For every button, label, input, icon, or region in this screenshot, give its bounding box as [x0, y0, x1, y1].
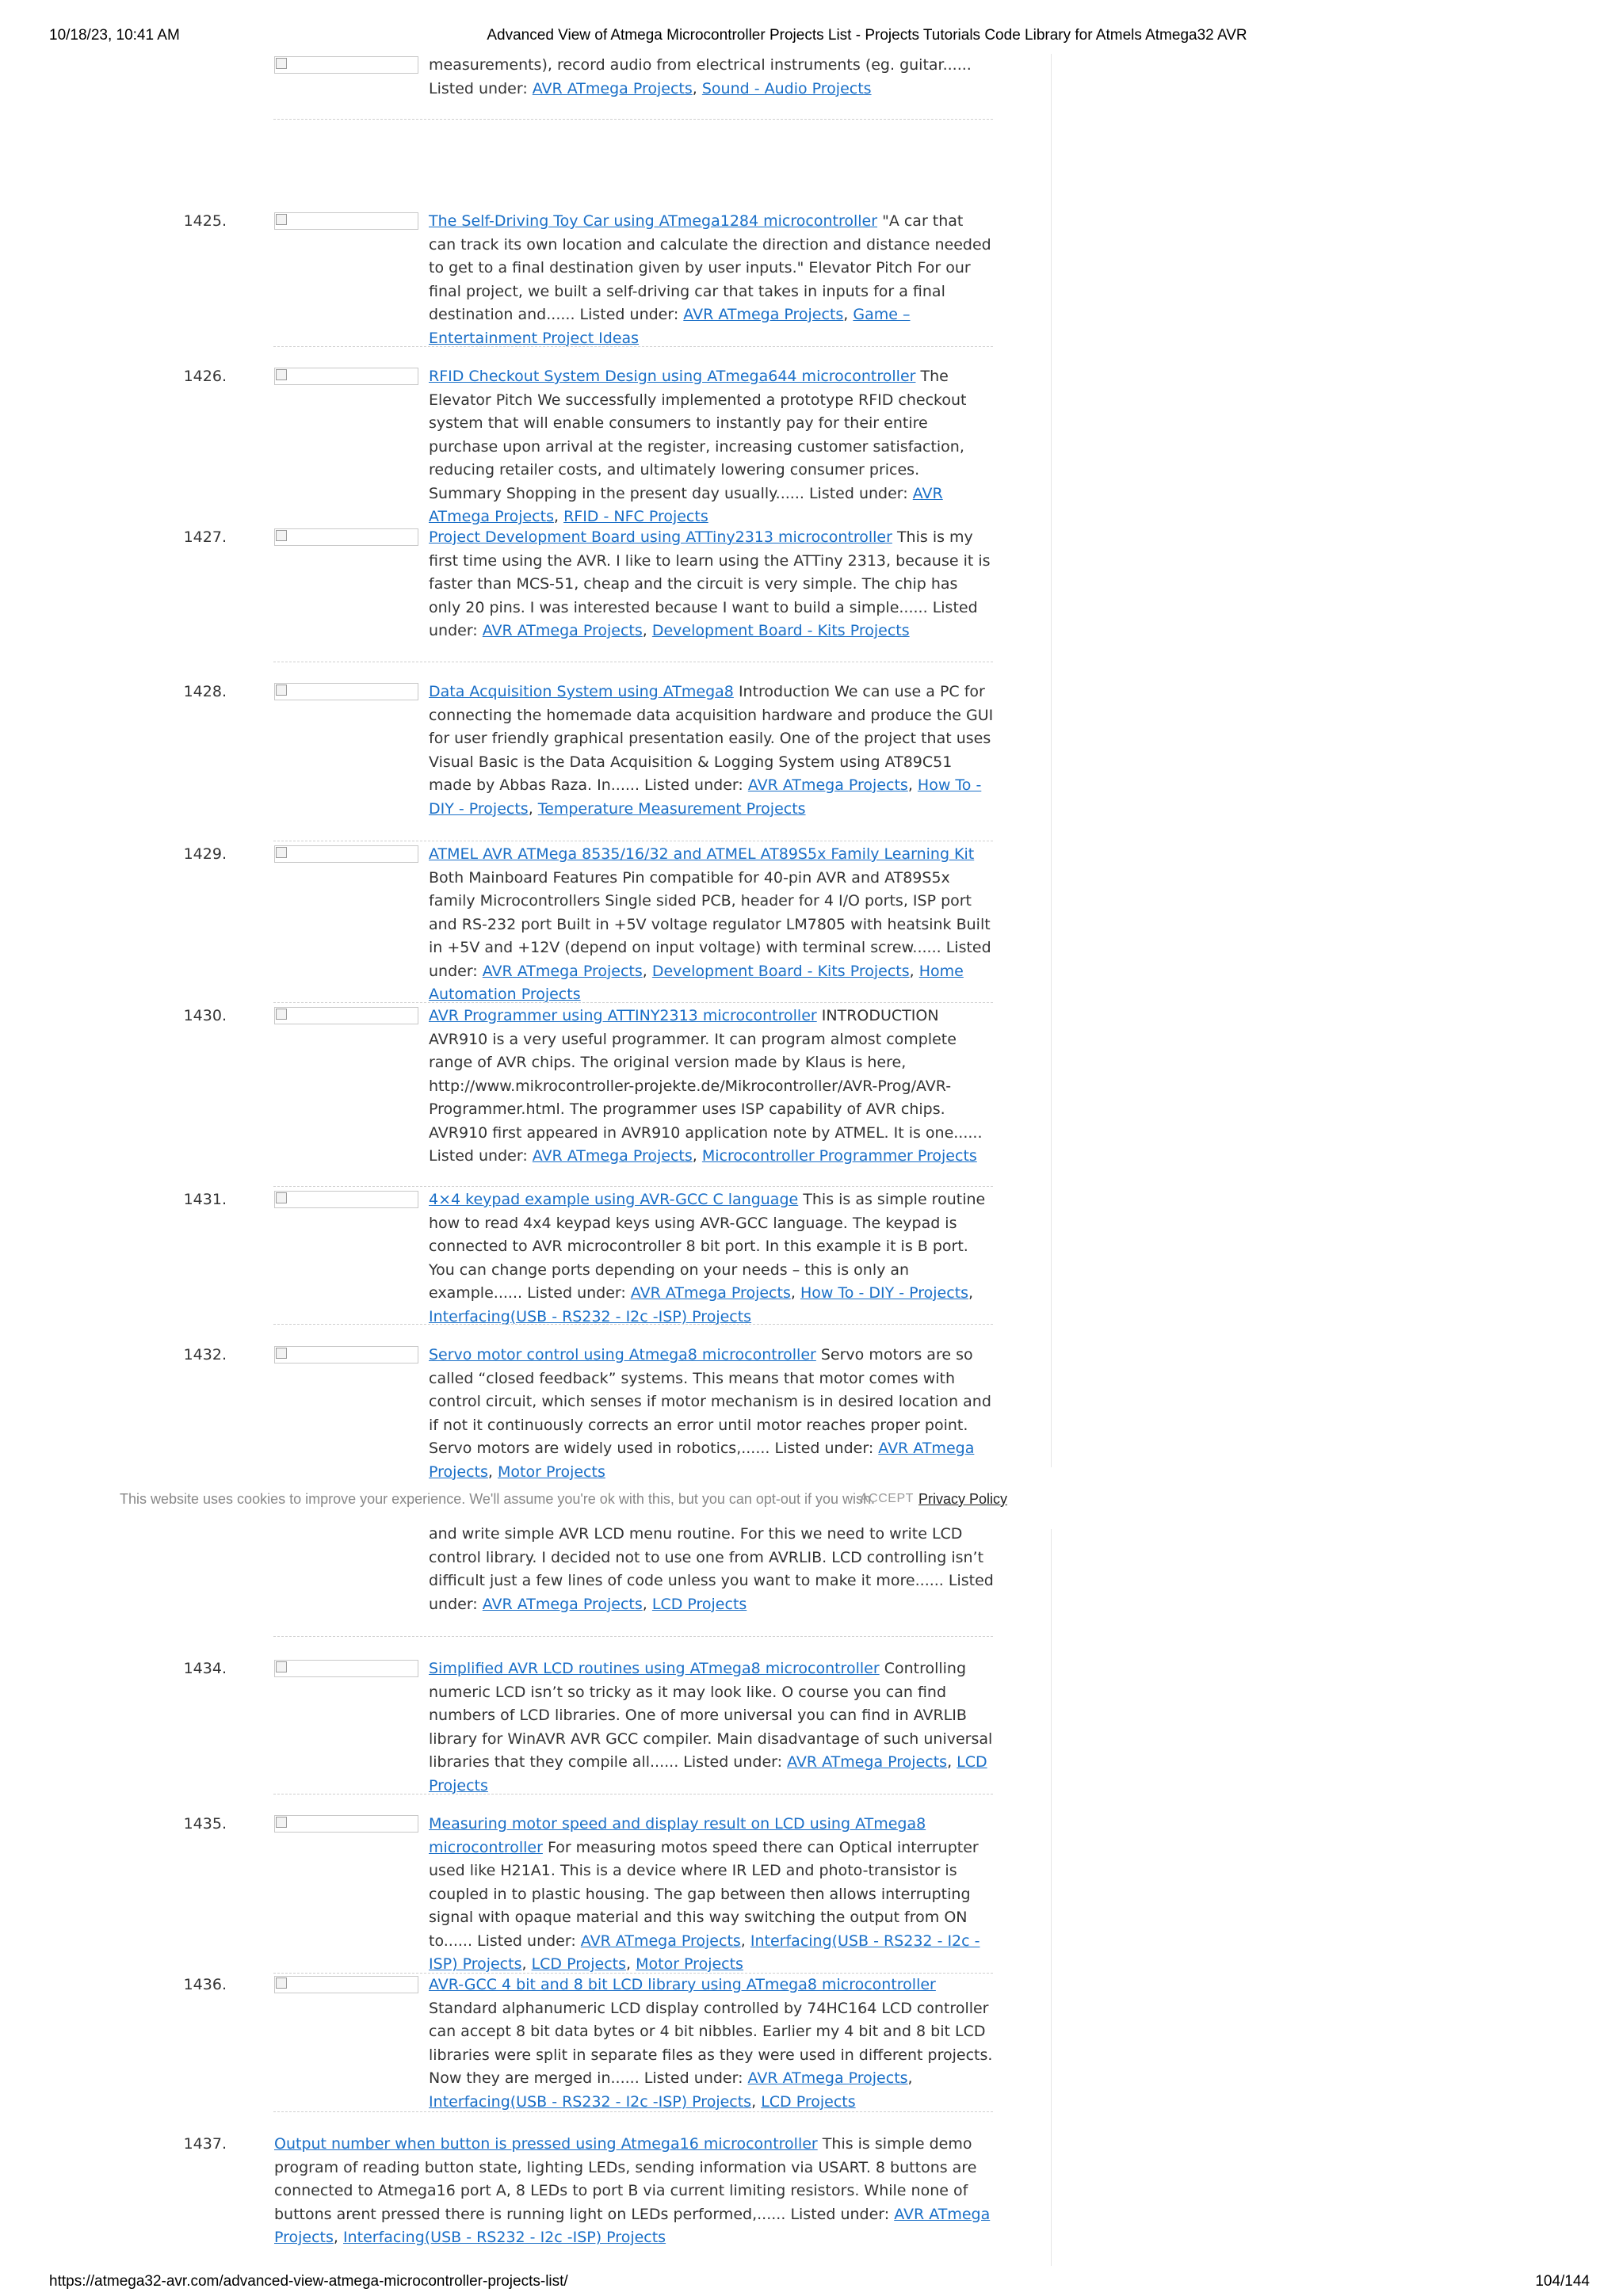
listed-under-label: Listed under: — [429, 939, 991, 980]
project-description: This is as simple routine how to read 4x4 keypad keys using AVR-GCC language. The keypad is connected to AVR microcontroller 8 bit port. In this example it is B port. You can change ports depending on your needs – this is only an example...... — [429, 1191, 986, 1302]
category-link[interactable]: AVR ATmega Projects — [787, 1753, 948, 1771]
listed-under-label: Listed under: — [579, 306, 679, 323]
category-link[interactable]: AVR ATmega Projects — [630, 1284, 791, 1302]
thumbnail-image[interactable] — [274, 1815, 418, 1833]
listed-under-label: Listed under: — [429, 1572, 994, 1613]
category-link[interactable]: Home Automation Projects — [429, 962, 964, 1003]
category-link[interactable]: AVR ATmega Projects — [429, 1440, 975, 1481]
separator — [273, 1186, 993, 1187]
category-link[interactable]: Interfacing(USB - RS232 - I2c -ISP) Projects — [429, 2092, 752, 2111]
entry-body: Output number when button is pressed using Atmega16 microcontroller This is simple demo program of reading button state, lighting LEDs, sending information via USART. 8 buttons are connected to Atmega16 port A, 8 LEDs to port B via current limiting resistors. While none of buttons arent pressed there is running light on LEDs performed,...... Listed under: AVR ATmega Projects, Interfacing(USB - RS232 - I2c -ISP) Projects — [274, 2135, 991, 2246]
project-description: Servo motors are so called “closed feedback” systems. This means that motor comes with control circuit, which senses if motor mechanism is in desired location and if not it continuously corrects an error until motor reaches proper point. Servo motors are widely used in robotics,...... — [429, 1346, 991, 1457]
thumbnail-image[interactable] — [274, 1660, 418, 1677]
category-link[interactable]: Game – Entertainment Project Ideas — [429, 306, 911, 347]
project-title-link[interactable]: Output number when button is pressed using Atmega16 microcontroller — [274, 2135, 818, 2153]
category-link[interactable]: Sound - Audio Projects — [701, 79, 872, 97]
entry-body: The Self-Driving Toy Car using ATmega1284 microcontroller "A car that can track its own location and calculate the direction and distance needed to get to a final destination given by user inputs." Elevator Pitch For our final project, we built a self-driving car that takes in inputs for a final destination and...... Listed under: AVR ATmega Projects, Game – Entertainment Project Ideas — [429, 212, 991, 347]
entry-body: Measuring motor speed and display result on LCD using ATmega8 microcontroller For measuring motos speed there can Optical interrupter used like H21A1. This is a device where IR LED and photo-transistor is coupled in to plastic housing. The gap between then allows interrupting signal with opaque material and this way switching the output from ON to...... Listed under: AVR ATmega Projects, Interfacing(USB - RS232 - I2c -ISP) Projects, LCD Projects, Motor Projects — [429, 1815, 980, 1973]
project-description: This is simple demo program of reading button state, lighting LEDs, sending information via USART. 8 buttons are connected to Atmega16 port A, 8 LEDs to port B via current limiting resistors. While none of buttons arent pressed there is running light on LEDs performed,...... — [274, 2135, 977, 2223]
separator — [273, 119, 993, 120]
category-link[interactable]: LCD Projects — [531, 1955, 627, 1973]
category-link[interactable]: How To - DIY - Projects — [429, 776, 982, 818]
listed-under-label: Listed under: — [808, 484, 908, 502]
separator — [273, 2111, 993, 2112]
category-link[interactable]: LCD Projects — [651, 1595, 747, 1613]
category-link[interactable]: AVR ATmega Projects — [532, 1147, 693, 1165]
listed-under-label: Listed under: — [790, 2205, 890, 2223]
listed-under-label: Listed under: — [429, 79, 528, 97]
list-item — [183, 1188, 994, 1329]
category-link[interactable]: Interfacing(USB - RS232 - I2c -ISP) Projects — [343, 2229, 666, 2246]
project-title-link[interactable]: AVR-GCC 4 bit and 8 bit LCD library using ATmega8 microcontroller — [429, 1976, 936, 1993]
project-description: Controlling numeric LCD isn’t so tricky as it may look like. O course you can find numbers of LCD libraries. One of more universal you can find in AVRLIB library for WinAVR AVR GCC compiler. Main disadvantage of such universal libraries that they compile all...... — [429, 1660, 993, 1771]
thumbnail-image[interactable] — [274, 683, 418, 700]
cookie-consent-bar — [0, 1482, 1623, 1520]
project-title-link[interactable]: Simplified AVR LCD routines using ATmega8 microcontroller — [429, 1660, 880, 1677]
list-item — [183, 1974, 994, 2114]
listed-under-label: Listed under: — [644, 776, 743, 794]
listed-under-label: Listed under: — [527, 1284, 626, 1302]
item-number: 1430. — [183, 1007, 227, 1024]
thumbnail-image[interactable] — [274, 56, 418, 74]
project-title-link[interactable]: Project Development Board using ATTiny2313 microcontroller — [429, 528, 892, 546]
category-link[interactable]: LCD Projects — [761, 2092, 856, 2111]
thumbnail-image[interactable] — [274, 212, 418, 230]
entry-body: ATMEL AVR ATMega 8535/16/32 and ATMEL AT89S5x Family Learning Kit Both Mainboard Features Pin compatible for 40-pin AVR and AT89S5x family Microcontrollers Single sided PCB, header for 4 I/O ports, ISP port and RS-232 port Built in +5V voltage regulator LM7805 with heatsink Built in +5V and +12V (depend on input voltage) with terminal screw...... Listed under: AVR ATmega Projects, Development Board - Kits Projects, Home Automation Projects — [429, 845, 991, 1003]
item-number: 1431. — [183, 1191, 227, 1208]
list-item — [183, 526, 994, 643]
thumbnail-image[interactable] — [274, 1976, 418, 1993]
print-page-title: Advanced View of Atmega Microcontroller Projects List - Projects Tutorials Code Library for Atmels Atmega32 AVR — [487, 27, 1247, 44]
project-title-link[interactable]: Data Acquisition System using ATmega8 — [429, 683, 734, 700]
entry-body: AVR Programmer using ATTINY2313 microcontroller INTRODUCTION AVR910 is a very useful programmer. It can program almost complete range of AVR chips. The original version made by Klaus is here, http://www.mikrocontroller-projekte.de/Mikrocontroller/AVR-Prog/AVR-Programmer.html. The programmer uses ISP capability of AVR chips. AVR910 first appeared in AVR910 application note by ATMEL. It is one...... Listed under: AVR ATmega Projects, Microcontroller Programmer Projects — [429, 1007, 983, 1165]
item-number: 1429. — [183, 845, 227, 863]
entry-body: Data Acquisition System using ATmega8 Introduction We can use a PC for connecting the homemade data acquisition hardware and produce the GUI for user friendly graphical presentation easily. One of the project that uses Visual Basic is the Data Acquisition & Logging System using AT89C51 made by Abbas Raza. In...... Listed under: AVR ATmega Projects, How To - DIY - Projects, Temperature Measurement Projects — [429, 683, 994, 818]
category-link[interactable]: AVR ATmega Projects — [747, 776, 908, 794]
separator — [273, 1324, 993, 1325]
privacy-policy-link[interactable]: Privacy Policy — [918, 1491, 1008, 1507]
category-link[interactable]: LCD Projects — [429, 1753, 987, 1794]
print-footer — [0, 2273, 1623, 2292]
list-item — [230, 1523, 994, 1616]
print-header — [0, 27, 1623, 46]
category-link[interactable]: Development Board - Kits Projects — [651, 962, 910, 980]
project-description: Introduction We can use a PC for connecting the homemade data acquisition hardware and produce the GUI for user friendly graphical presentation easily. One of the project that uses Visual Basic is the Data Acquisition & Logging System using AT89C51 made by Abbas Raza. In...... — [429, 683, 994, 794]
project-title-link[interactable]: ATMEL AVR ATMega 8535/16/32 and ATMEL AT89S5x Family Learning Kit — [429, 845, 975, 863]
print-url: https://atmega32-avr.com/advanced-view-atmega-microcontroller-projects-list/ — [49, 2273, 568, 2290]
item-number: 1437. — [183, 2135, 227, 2153]
category-link[interactable]: AVR ATmega Projects — [429, 484, 943, 525]
thumbnail-image[interactable] — [274, 368, 418, 385]
category-link[interactable]: AVR ATmega Projects — [482, 622, 643, 639]
thumbnail-image[interactable] — [274, 528, 418, 546]
category-link[interactable]: Development Board - Kits Projects — [651, 622, 910, 639]
list-item — [183, 210, 994, 350]
category-link[interactable]: Microcontroller Programmer Projects — [701, 1147, 977, 1165]
list-item — [183, 365, 994, 529]
sidebar-divider — [1051, 54, 1052, 1467]
category-link[interactable]: RFID - NFC Projects — [563, 508, 708, 525]
category-link[interactable]: Motor Projects — [636, 1955, 743, 1973]
list-item — [183, 2133, 994, 2250]
thumbnail-image[interactable] — [274, 845, 418, 863]
entry-body: Project Development Board using ATTiny2313 microcontroller This is my first time using the AVR. I like to learn using the ATTiny 2313, because it is faster than MCS-51, cheap and the circuit is very simple. The chip has only 20 pins. I was interested because I want to build a simple...... Listed under: AVR ATmega Projects, Development Board - Kits Projects — [429, 528, 991, 639]
listed-under-label: Listed under: — [429, 1147, 528, 1165]
entry-body: 4×4 keypad example using AVR-GCC C language This is as simple routine how to read 4x4 keypad keys using AVR-GCC language. The keypad is connected to AVR microcontroller 8 bit port. In this example it is B port. You can change ports depending on your needs – this is only an example...... Listed under: AVR ATmega Projects, How To - DIY - Projects, Interfacing(USB - RS232 - I2c -ISP) Projects — [429, 1191, 986, 1325]
list-item — [183, 681, 994, 821]
category-link[interactable]: Motor Projects — [498, 1463, 605, 1481]
entry-body: Simplified AVR LCD routines using ATmega8 microcontroller Controlling numeric LCD isn’t so tricky as it may look like. O course you can find numbers of LCD libraries. One of more universal you can find in AVRLIB library for WinAVR AVR GCC compiler. Main disadvantage of such universal libraries that they compile all...... Listed under: AVR ATmega Projects, LCD Projects — [429, 1660, 993, 1794]
item-number: 1426. — [183, 368, 227, 385]
item-number: 1428. — [183, 683, 227, 700]
listed-under-label: Listed under: — [774, 1440, 874, 1457]
category-link[interactable]: How To - DIY - Projects — [800, 1284, 969, 1302]
entry-body: Servo motor control using Atmega8 microcontroller Servo motors are so called “closed feedback” systems. This means that motor comes with control circuit, which senses if motor mechanism is in desired location and if not it continuously corrects an error until motor reaches proper point. Servo motors are widely used in robotics,...... Listed under: AVR ATmega Projects, Motor Projects — [429, 1346, 991, 1481]
listed-under-label: Listed under: — [429, 598, 978, 639]
listed-under-label: Listed under: — [477, 1932, 576, 1950]
print-page-number: 104/144 — [1535, 2273, 1590, 2290]
project-description: INTRODUCTION AVR910 is a very useful programmer. It can program almost complete range of AVR chips. The original version made by Klaus is here, http://www.mikrocontroller-projekte.de/Mikrocontroller/AVR-Prog/AVR-Programmer.html. The programmer uses ISP capability of AVR chips. AVR910 first appeared in AVR910 application note by ATMEL. It is one...... — [429, 1007, 983, 1142]
project-title-link[interactable]: Measuring motor speed and display result on LCD using ATmega8 microcontroller — [429, 1815, 926, 1856]
listed-under-label: Listed under: — [643, 2069, 743, 2087]
category-link[interactable]: AVR ATmega Projects — [532, 79, 693, 97]
project-description: For measuring motos speed there can Optical interrupter used like H21A1. This is a device where IR LED and photo-transistor is coupled in to plastic housing. The gap between then allows interrupting signal with opaque material and this way switching the output from ON to...... — [429, 1838, 979, 1950]
sidebar-divider — [1051, 1529, 1052, 2266]
entry-body: and write simple AVR LCD menu routine. For this we need to write LCD control library. I decided not to use one from AVRLIB. LCD controlling isn’t difficult just a few lines of code unless you want to make it more...... Listed under: AVR ATmega Projects, LCD Projects — [429, 1525, 994, 1613]
separator — [273, 346, 993, 347]
cookie-message: This website uses cookies to improve your experience. We'll assume you're ok with this, but you can opt-out if you wish. — [120, 1491, 875, 1507]
list-item — [183, 1657, 994, 1798]
print-datetime: 10/18/23, 10:41 AM — [49, 27, 180, 44]
category-link[interactable]: AVR ATmega Projects — [580, 1932, 741, 1950]
category-link[interactable]: AVR ATmega Projects — [482, 962, 643, 980]
category-link[interactable]: Interfacing(USB - RS232 - I2c -ISP) Projects — [429, 1307, 752, 1325]
category-link[interactable]: AVR ATmega Projects — [274, 2205, 991, 2246]
entry-body: AVR-GCC 4 bit and 8 bit LCD library using ATmega8 microcontroller Standard alphanumeric LCD display controlled by 74HC164 LCD controller can accept 8 bit data bytes or 4 bit nibbles. Earlier my 4 bit and 8 bit LCD libraries were split in separate files as they were used in different projects. Now they are merged in...... Listed under: AVR ATmega Projects, Interfacing(USB - RS232 - I2c -ISP) Projects, LCD Projects — [429, 1976, 993, 2111]
item-number: 1432. — [183, 1346, 227, 1363]
item-number: 1435. — [183, 1815, 227, 1833]
entry-body: RFID Checkout System Design using ATmega644 microcontroller The Elevator Pitch We successfully implemented a prototype RFID checkout system that will enable consumers to instantly pay for their entire purchase upon arrival at the register, increasing customer satisfaction, reducing retailer costs, and ultimately lowering consumer prices. Summary Shopping in the present day usually...... Listed under: AVR ATmega Projects, RFID - NFC Projects — [429, 368, 967, 525]
list-item — [183, 1005, 994, 1169]
list-item — [183, 1813, 994, 1977]
item-number: 1425. — [183, 212, 227, 230]
project-description: and write simple AVR LCD menu routine. For this we need to write LCD control library. I decided not to use one from AVRLIB. LCD controlling isn’t difficult just a few lines of code unless you want to make it more...... — [429, 1525, 984, 1589]
project-title-link[interactable]: The Self-Driving Toy Car using ATmega1284 microcontroller — [429, 212, 878, 230]
project-title-link[interactable]: 4×4 keypad example using AVR-GCC C language — [429, 1191, 799, 1208]
item-number: 1434. — [183, 1660, 227, 1677]
thumbnail-image[interactable] — [274, 1007, 418, 1024]
category-link[interactable]: AVR ATmega Projects — [482, 1595, 643, 1613]
category-link[interactable]: AVR ATmega Projects — [747, 2069, 908, 2087]
project-description: "A car that can track its own location and calculate the direction and distance needed to get to a final destination given by user inputs." Elevator Pitch For our final project, we built a self-driving car that takes in inputs for a final destination and...... — [429, 212, 991, 323]
project-description: The Elevator Pitch We successfully implemented a prototype RFID checkout system that will enable consumers to instantly pay for their entire purchase upon arrival at the register, increasing customer satisfaction, reducing retailer costs, and ultimately lowering consumer prices. Summary Shopping in the present day usually...... — [429, 368, 967, 502]
category-link[interactable]: AVR ATmega Projects — [683, 306, 844, 323]
list-item — [183, 843, 994, 1007]
separator — [273, 1002, 993, 1003]
separator — [273, 1636, 993, 1637]
list-item — [230, 54, 994, 101]
project-description: This is my first time using the AVR. I like to learn using the ATTiny 2313, because it is faster than MCS-51, cheap and the circuit is very simple. The chip has only 20 pins. I was interested because I want to build a simple...... — [429, 528, 991, 616]
project-title-link[interactable]: AVR Programmer using ATTINY2313 microcontroller — [429, 1007, 817, 1024]
item-number: 1436. — [183, 1976, 227, 1993]
listed-under-label: Listed under: — [683, 1753, 783, 1771]
item-number: 1427. — [183, 528, 227, 546]
project-description: Both Mainboard Features Pin compatible for 40-pin AVR and AT89S5x family Microcontrollers Single sided PCB, header for 4 I/O ports, ISP port and RS-232 port Built in +5V voltage regulator LM7805 with heatsink Built in +5V and +12V (depend on input voltage) with terminal screw...... — [429, 868, 991, 956]
category-link[interactable]: Temperature Measurement Projects — [537, 799, 806, 818]
project-title-link[interactable]: RFID Checkout System Design using ATmega644 microcontroller — [429, 368, 916, 385]
cookie-accept-button[interactable]: ACCEPT — [860, 1492, 914, 1505]
entry-body: measurements), record audio from electrical instruments (eg. guitar...... Listed under: AVR ATmega Projects, Sound - Audio Projects — [429, 56, 972, 97]
list-item — [183, 1344, 994, 1484]
thumbnail-image[interactable] — [274, 1346, 418, 1363]
project-description: Standard alphanumeric LCD display controlled by 74HC164 LCD controller can accept 8 bit data bytes or 4 bit nibbles. Earlier my 4 bit and 8 bit LCD libraries were split in separate files as they were used in different projects. Now they are merged in...... — [429, 1999, 993, 2087]
category-link[interactable]: Interfacing(USB - RS232 - I2c -ISP) Projects — [429, 1932, 980, 1973]
project-title-link[interactable]: Servo motor control using Atmega8 microcontroller — [429, 1346, 816, 1363]
project-description: measurements), record audio from electrical instruments (eg. guitar...... — [429, 56, 972, 74]
thumbnail-image[interactable] — [274, 1191, 418, 1208]
